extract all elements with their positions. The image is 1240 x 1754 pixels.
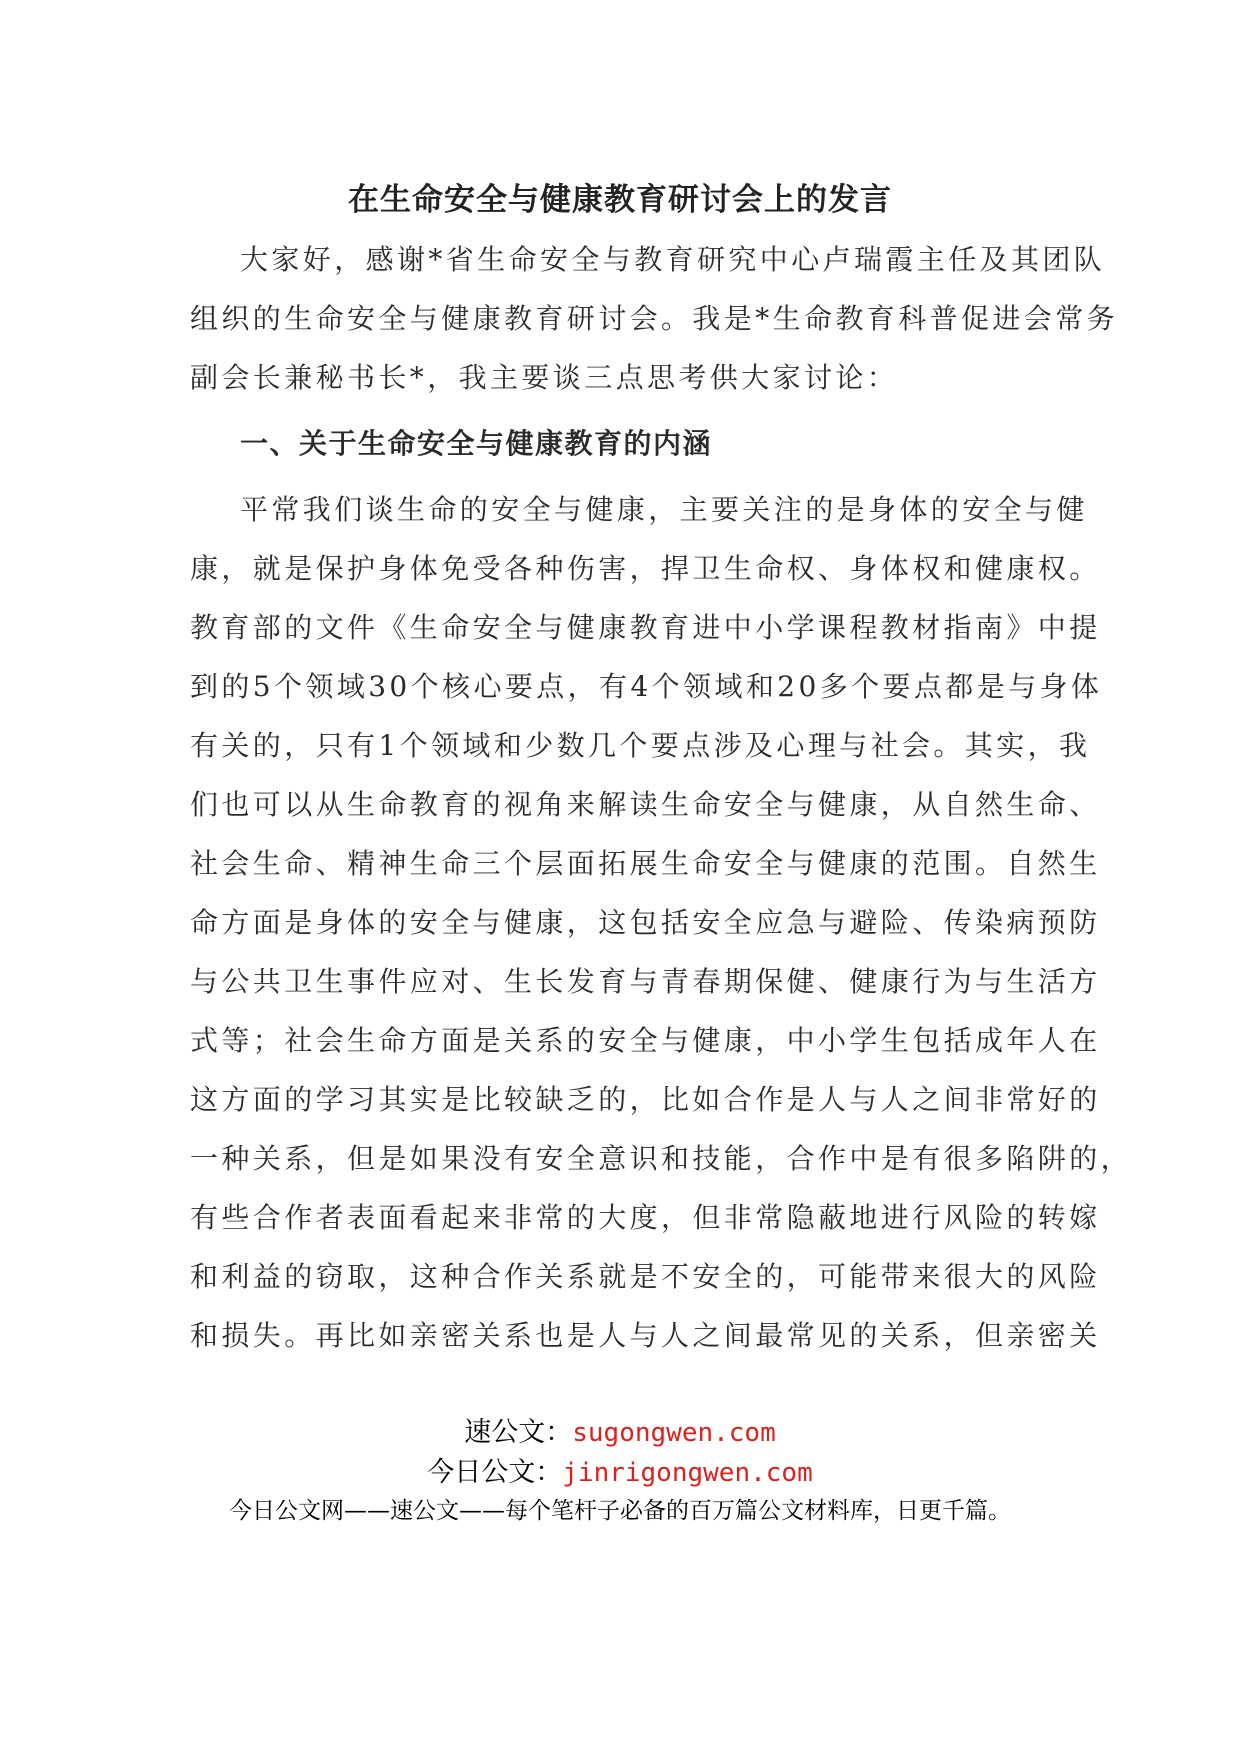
paragraph-line: 这方面的学习其实是比较缺乏的，比如合作是人与人之间非常好的	[190, 1083, 1101, 1116]
footer-jinrigongwen-label: 今日公文：	[427, 1457, 563, 1488]
jinrigongwen-link[interactable]: jinrigongwen.com	[562, 1458, 813, 1488]
footer-sugongwen	[0, 1416, 1240, 1450]
paragraph-line: 教育部的文件《生命安全与健康教育进中小学课程教材指南》中提	[190, 611, 1101, 644]
paragraph-line: 式等；社会生命方面是关系的安全与健康，中小学生包括成年人在	[190, 1024, 1101, 1057]
paragraph-line: 大家好，感谢*省生命安全与教育研究中心卢瑞霞主任及其团队	[240, 243, 1106, 276]
document-title: 在生命安全与健康教育研讨会上的发言	[348, 182, 892, 218]
section-heading: 一、关于生命安全与健康教育的内涵	[240, 427, 713, 460]
paragraph-line: 们也可以从生命教育的视角来解读生命安全与健康，从自然生命、	[190, 788, 1101, 821]
paragraph-line: 组织的生命安全与健康教育研讨会。我是*生命教育科普促进会常务	[190, 302, 1119, 335]
paragraph-line: 副会长兼秘书长*，我主要谈三点思考供大家讨论：	[190, 361, 899, 394]
paragraph-line: 和利益的窃取，这种合作关系就是不安全的，可能带来很大的风险	[190, 1260, 1101, 1293]
paragraph-line: 和损失。再比如亲密关系也是人与人之间最常见的关系，但亲密关	[190, 1319, 1101, 1352]
paragraph-line: 社会生命、精神生命三个层面拓展生命安全与健康的范围。自然生	[190, 847, 1101, 880]
footer-tagline: 今日公文网——速公文——每个笔杆子必备的百万篇公文材料库，日更千篇。	[229, 1498, 1011, 1524]
sugongwen-link[interactable]: sugongwen.com	[572, 1418, 776, 1448]
paragraph-line: 有些合作者表面看起来非常的大度，但非常隐蔽地进行风险的转嫁	[190, 1201, 1101, 1234]
paragraph-line: 一种关系，但是如果没有安全意识和技能，合作中是有很多陷阱的，	[190, 1142, 1133, 1175]
paragraph-line: 平常我们谈生命的安全与健康，主要关注的是身体的安全与健	[240, 493, 1088, 526]
paragraph-line: 与公共卫生事件应对、生长发育与青春期保健、健康行为与生活方	[190, 965, 1101, 998]
footer-sugongwen-label: 速公文：	[464, 1417, 573, 1448]
footer-jinrigongwen	[0, 1456, 1240, 1490]
paragraph-line: 有关的，只有1个领域和少数几个要点涉及心理与社会。其实，我	[190, 729, 1091, 762]
paragraph-line: 到的5个领域30个核心要点，有4个领域和20多个要点都是与身体	[190, 670, 1103, 703]
paragraph-line: 康，就是保护身体免受各种伤害，捍卫生命权、身体权和健康权。	[190, 552, 1101, 585]
paragraph-line: 命方面是身体的安全与健康，这包括安全应急与避险、传染病预防	[190, 906, 1101, 939]
